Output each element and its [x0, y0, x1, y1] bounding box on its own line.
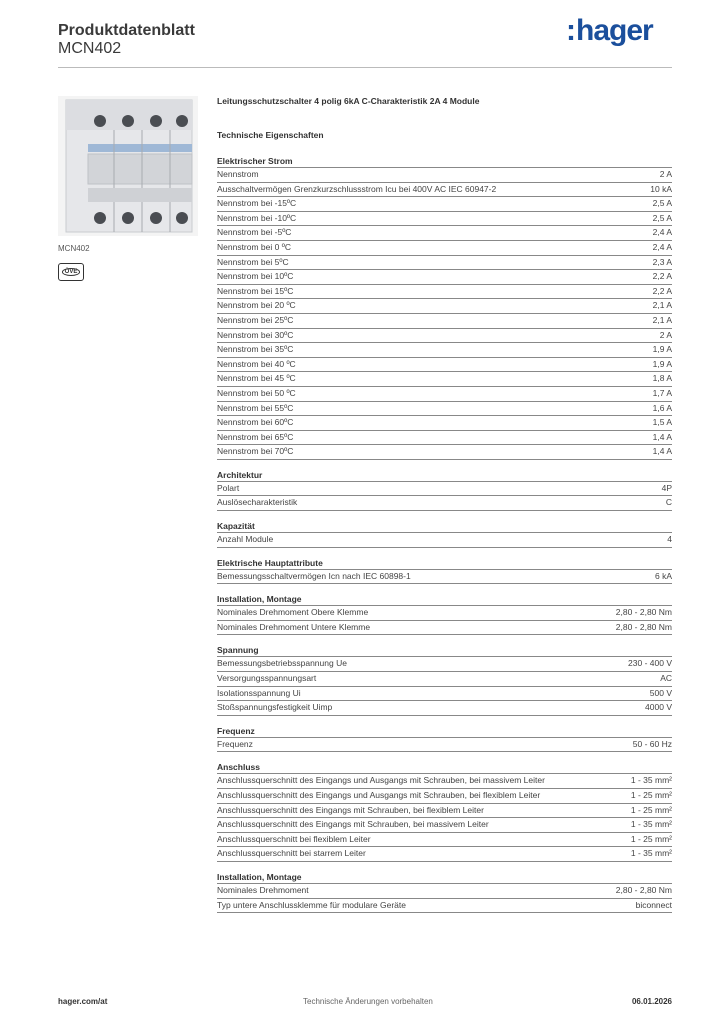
spec-value: 2,1 A [652, 314, 672, 325]
spec-value: 500 V [649, 687, 672, 698]
spec-value: biconnect [635, 899, 672, 910]
spec-row [217, 415, 672, 430]
spec-value: 2,80 - 2,80 Nm [615, 621, 672, 632]
spec-row [217, 846, 672, 862]
spec-row [217, 240, 672, 255]
spec-table [217, 737, 672, 753]
spec-content [217, 96, 672, 913]
spec-label: Polart [217, 482, 240, 493]
spec-label: Nennstrom bei 55ºC [217, 402, 294, 413]
spec-label: Frequenz [217, 738, 253, 749]
spec-row [217, 700, 672, 716]
spec-label: Anschlussquerschnitt bei flexiblem Leiter [217, 833, 371, 844]
spec-section [217, 557, 672, 585]
section-title: Elektrischer Strom [217, 156, 293, 166]
spec-section [217, 871, 672, 913]
section-title: Architektur [217, 469, 263, 480]
spec-table [217, 773, 672, 862]
spec-value: 1 - 25 mm² [630, 804, 672, 815]
section-title: Frequenz [217, 725, 255, 736]
spec-row [217, 803, 672, 818]
spec-value: 4000 V [645, 702, 672, 713]
footer-url[interactable]: hager.com/at [58, 997, 108, 1006]
spec-label: Anschlussquerschnitt des Eingangs und Ausgangs mit Schrauben, bei massivem Leiter [217, 775, 545, 786]
spec-label: Auslösecharakteristik [217, 497, 298, 508]
spec-value: 1 - 35 mm² [630, 848, 672, 859]
spec-section [217, 155, 672, 460]
spec-row [217, 371, 672, 386]
spec-label: Nennstrom bei 65ºC [217, 431, 294, 442]
spec-label: Nennstrom bei 70ºC [217, 446, 294, 457]
spec-row [217, 788, 672, 803]
spec-label: Stoßspannungsfestigkeit Uimp [217, 702, 333, 713]
cert-mark: ÖVE [62, 268, 81, 276]
spec-value: 1,9 A [652, 358, 672, 369]
spec-label: Nennstrom bei 20 ºC [217, 300, 296, 311]
spec-value: 1 - 35 mm² [630, 819, 672, 830]
page-title: Produktdatenblatt [58, 22, 195, 39]
section-title: Anschluss [217, 762, 260, 773]
spec-row [217, 444, 672, 460]
footer-notice: Technische Änderungen vorbehalten [303, 997, 433, 1006]
spec-row [217, 569, 672, 585]
spec-row [217, 401, 672, 416]
spec-value: 1,6 A [652, 402, 672, 413]
spec-table [217, 481, 672, 511]
spec-label: Nennstrom bei 40 ºC [217, 358, 296, 369]
spec-value: 1 - 35 mm² [630, 775, 672, 786]
spec-row [217, 898, 672, 914]
spec-value: 2,5 A [652, 198, 672, 209]
spec-value: 2,3 A [652, 256, 672, 267]
spec-value: 2,80 - 2,80 Nm [615, 607, 672, 618]
spec-label: Nennstrom bei 0 ºC [217, 241, 291, 252]
spec-value: 2,2 A [652, 285, 672, 296]
breaker-drawing [58, 96, 198, 236]
spec-section [217, 761, 672, 862]
spec-value: 2 A [659, 329, 672, 340]
spec-row [217, 182, 672, 197]
header-divider [58, 67, 672, 68]
spec-value: 2,4 A [652, 227, 672, 238]
spec-value: 50 - 60 Hz [632, 738, 672, 749]
spec-row [217, 773, 672, 788]
spec-label: Nominales Drehmoment Untere Klemme [217, 621, 371, 632]
spec-label: Nominales Drehmoment [217, 884, 309, 895]
model-number: MCN402 [58, 40, 122, 57]
spec-label: Nennstrom bei -5ºC [217, 227, 292, 238]
spec-value: 10 kA [650, 183, 672, 194]
spec-row [217, 386, 672, 401]
spec-label: Bemessungsbetriebsspannung Ue [217, 658, 347, 669]
spec-label: Anzahl Module [217, 534, 274, 545]
spec-value: 4P [661, 482, 672, 493]
spec-row [217, 328, 672, 343]
spec-label: Anschlussquerschnitt des Eingangs mit Schrauben, bei flexiblem Leiter [217, 804, 484, 815]
spec-section [217, 469, 672, 511]
spec-row [217, 481, 672, 496]
certification-badge [58, 263, 84, 281]
spec-value: 1,5 A [652, 417, 672, 428]
spec-label: Ausschaltvermögen Grenzkurzschlussstrom Icu bei 400V AC IEC 60947-2 [217, 183, 497, 194]
spec-value: 2,80 - 2,80 Nm [615, 884, 672, 895]
spec-label: Isolationsspannung Ui [217, 687, 301, 698]
section-title: Elektrische Hauptattribute [217, 557, 323, 568]
spec-row [217, 883, 672, 898]
spec-label: Nominales Drehmoment Obere Klemme [217, 607, 369, 618]
spec-value: 1,7 A [652, 387, 672, 398]
spec-row [217, 225, 672, 240]
spec-value: 1,8 A [652, 373, 672, 384]
hager-logo: :hager [566, 14, 653, 47]
spec-row [217, 313, 672, 328]
spec-label: Nennstrom bei 10ºC [217, 271, 294, 282]
spec-value: 2,2 A [652, 271, 672, 282]
spec-value: AC [660, 673, 672, 684]
spec-row [217, 196, 672, 211]
spec-label: Anschlussquerschnitt des Eingangs und Ausgangs mit Schrauben, bei flexiblem Leiter [217, 790, 541, 800]
spec-label: Nennstrom bei 30ºC [217, 329, 294, 340]
spec-label: Nennstrom [217, 169, 259, 179]
spec-row [217, 357, 672, 372]
spec-row [217, 656, 672, 671]
spec-label: Nennstrom bei 35ºC [217, 344, 294, 355]
spec-label: Versorgungsspannungsart [217, 673, 317, 684]
spec-value: 2,4 A [652, 241, 672, 252]
spec-section [217, 725, 672, 753]
spec-label: Anschlussquerschnitt des Eingangs mit Schrauben, bei massivem Leiter [217, 819, 489, 830]
spec-section [217, 644, 672, 715]
spec-sections [217, 155, 672, 913]
spec-row [217, 832, 672, 847]
spec-value: 230 - 400 V [628, 658, 672, 669]
spec-row [217, 532, 672, 548]
section-title: Installation, Montage [217, 871, 302, 882]
spec-value: 1 - 25 mm² [630, 833, 672, 844]
tech-heading: Technische Eigenschaften [217, 130, 324, 140]
spec-value: 4 [667, 534, 672, 545]
spec-value: 2,5 A [652, 212, 672, 223]
spec-row [217, 686, 672, 701]
spec-label: Nennstrom bei 15ºC [217, 285, 294, 296]
spec-value: 1,4 A [652, 446, 672, 457]
spec-table [217, 883, 672, 913]
spec-row [217, 298, 672, 313]
spec-row [217, 671, 672, 686]
spec-label: Nennstrom bei 50 ºC [217, 387, 296, 398]
spec-value: C [665, 497, 672, 508]
section-title: Installation, Montage [217, 594, 302, 605]
spec-row [217, 817, 672, 832]
spec-row [217, 495, 672, 511]
spec-value: 6 kA [654, 570, 672, 581]
logo-text: hager [576, 14, 653, 47]
spec-section [217, 593, 672, 635]
spec-value: 1,4 A [652, 431, 672, 442]
spec-row [217, 211, 672, 226]
spec-label: Nennstrom bei 60ºC [217, 417, 294, 428]
product-image-label: MCN402 [58, 244, 90, 253]
spec-row [217, 342, 672, 357]
section-title: Kapazität [217, 521, 255, 532]
spec-table [217, 569, 672, 585]
spec-table [217, 656, 672, 715]
spec-label: Nennstrom bei 5ºC [217, 256, 289, 267]
spec-label: Nennstrom bei -10ºC [217, 212, 297, 223]
spec-label: Nennstrom bei -15ºC [217, 198, 297, 209]
spec-table [217, 167, 672, 460]
product-image [58, 96, 198, 236]
spec-row [217, 605, 672, 620]
spec-value: 2 A [659, 169, 672, 179]
spec-label: Nennstrom bei 25ºC [217, 314, 294, 325]
spec-label: Typ untere Anschlussklemme für modulare Geräte [217, 899, 406, 910]
spec-value: 2,1 A [652, 300, 672, 311]
section-title: Spannung [217, 645, 259, 656]
spec-row [217, 167, 672, 182]
spec-row [217, 620, 672, 636]
spec-label: Bemessungsschaltvermögen Icn nach IEC 60898-1 [217, 570, 411, 581]
spec-section [217, 520, 672, 548]
spec-table [217, 605, 672, 635]
spec-value: 1,9 A [652, 344, 672, 355]
product-description: Leitungsschutzschalter 4 polig 6kA C-Charakteristik 2A 4 Module [217, 96, 480, 106]
spec-label: Nennstrom bei 45 ºC [217, 373, 296, 384]
spec-label: Anschlussquerschnitt bei starrem Leiter [217, 848, 366, 859]
spec-row [217, 430, 672, 445]
spec-table [217, 532, 672, 548]
spec-row [217, 269, 672, 284]
footer-date: 06.01.2026 [631, 997, 672, 1006]
spec-row [217, 737, 672, 753]
spec-row [217, 255, 672, 270]
spec-row [217, 284, 672, 299]
spec-value: 1 - 25 mm² [630, 790, 672, 800]
